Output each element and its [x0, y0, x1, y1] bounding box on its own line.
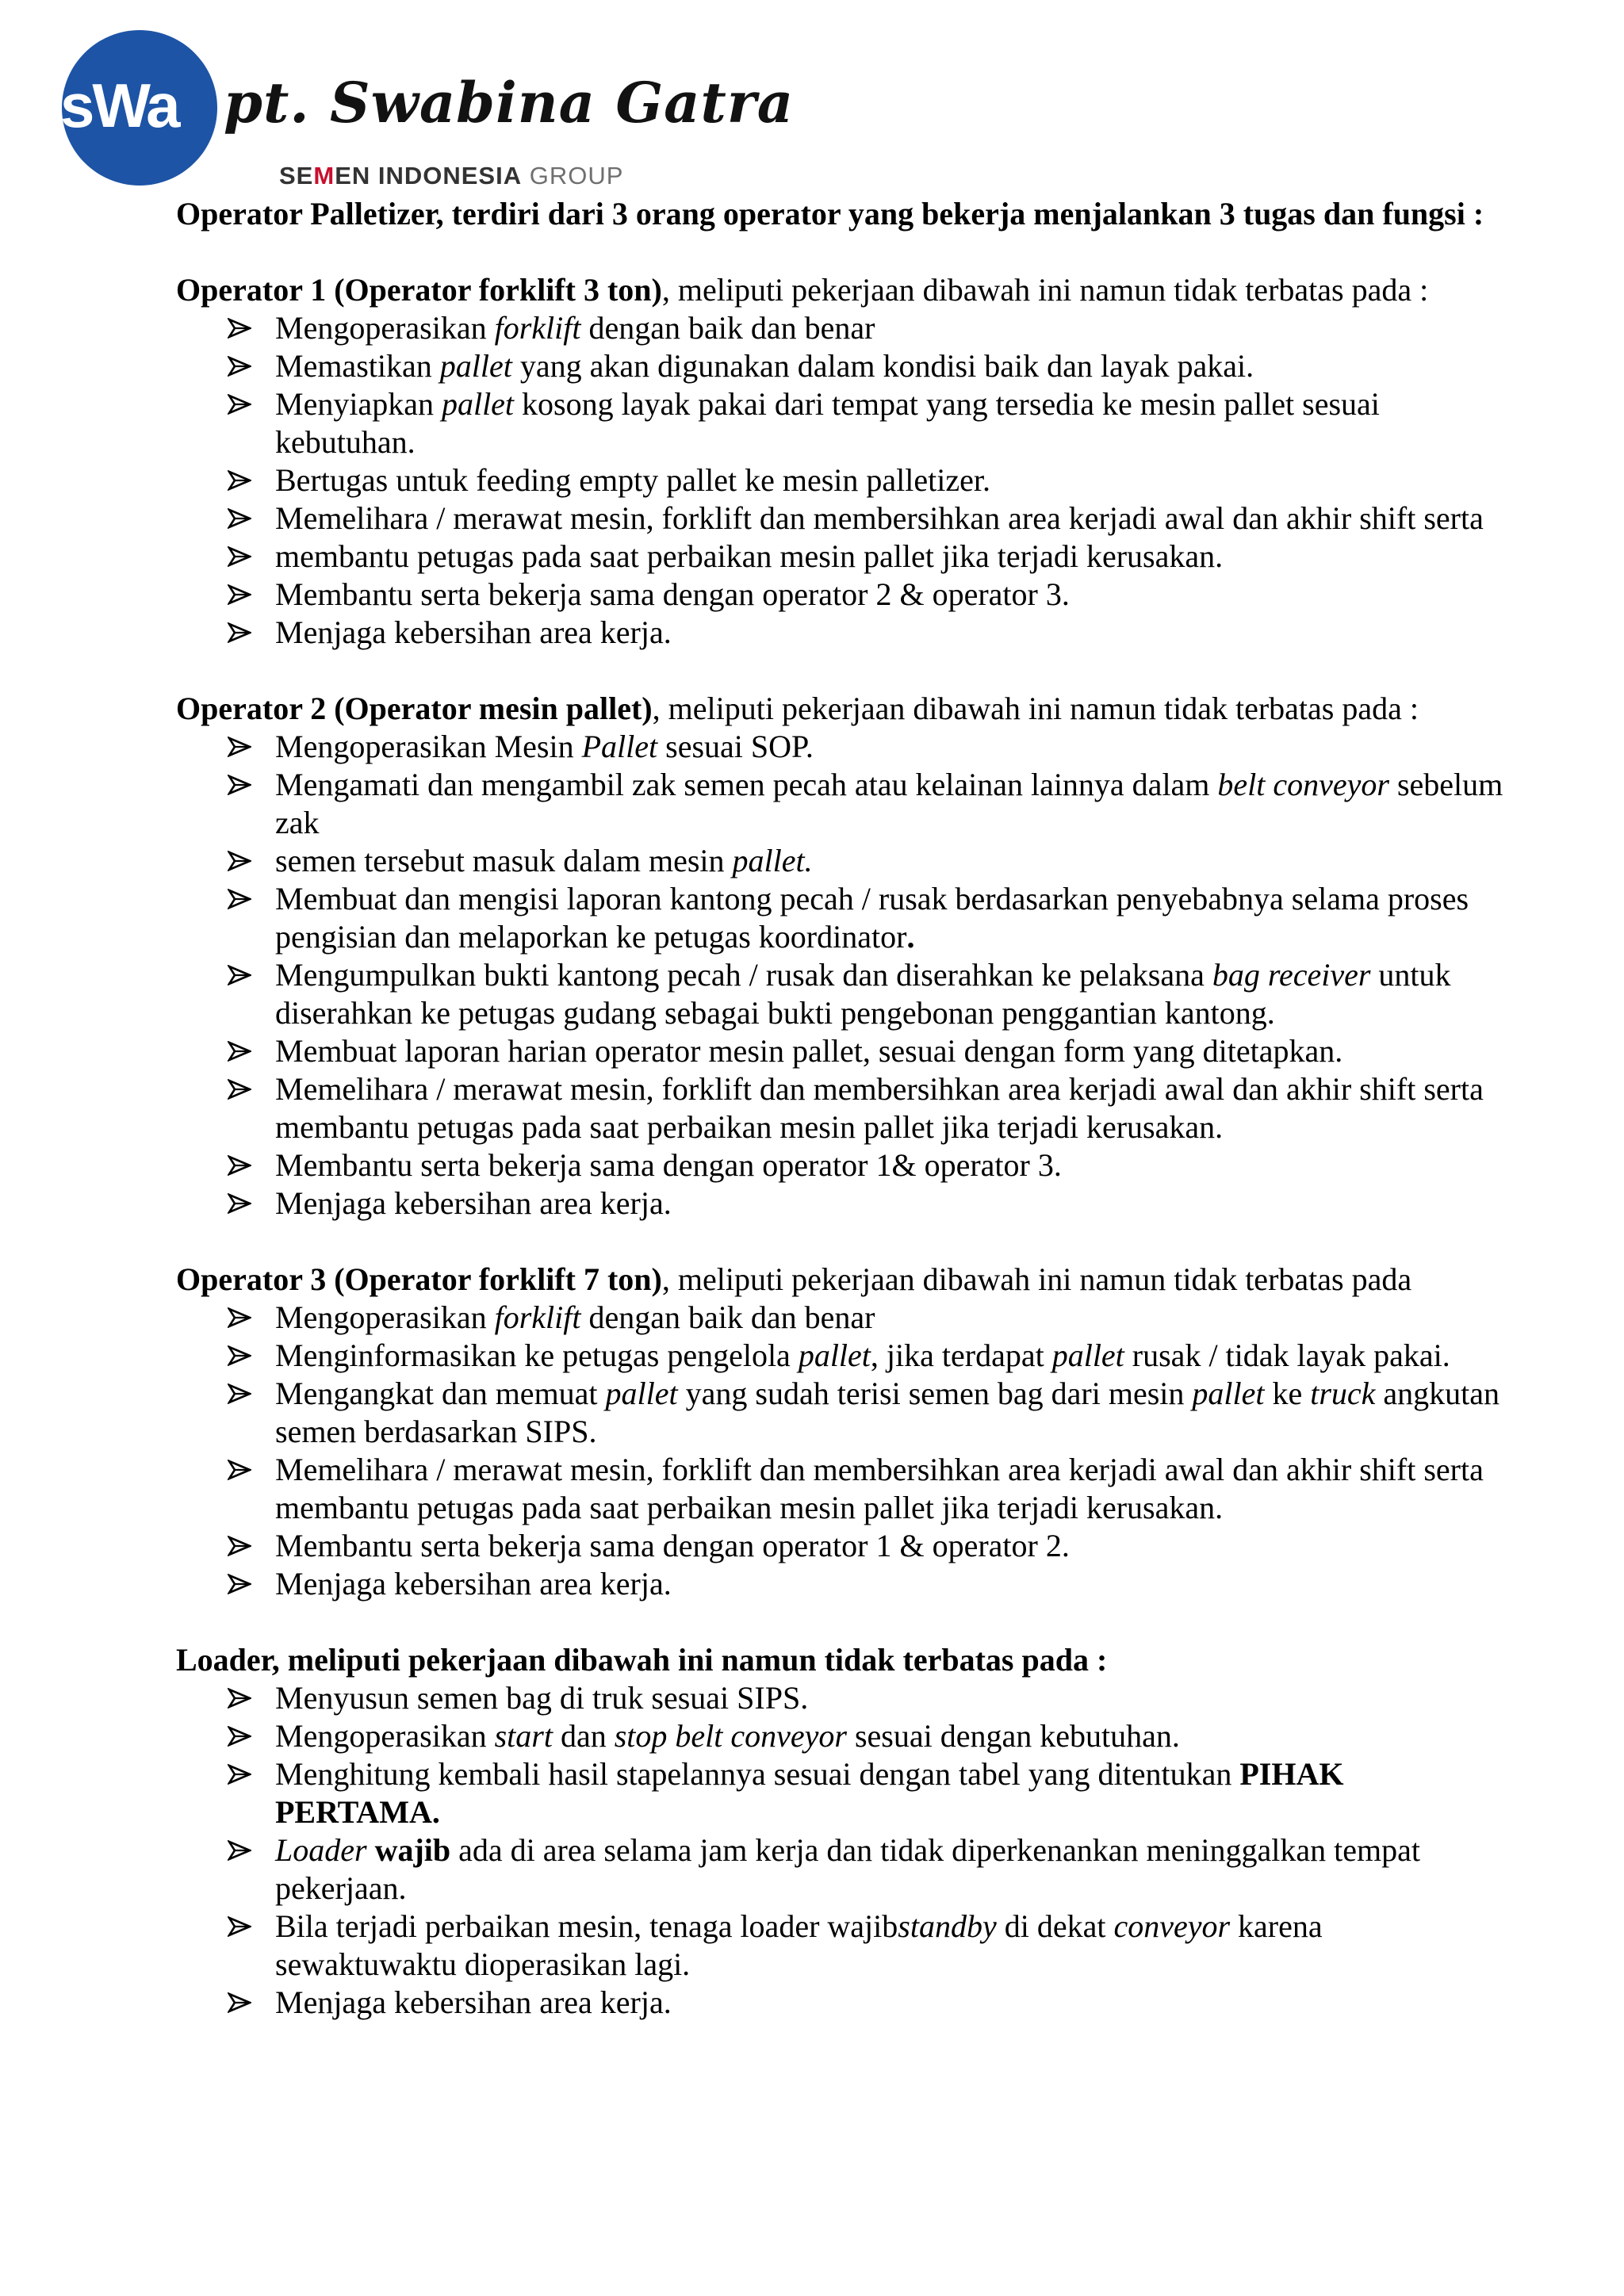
text-run: angkutan semen berdasarkan SIPS. [275, 1376, 1500, 1449]
arrowhead-bullet-icon [228, 1451, 255, 1489]
text-run: Memelihara / merawat mesin, forklift dan membersihkan area kerjadi awal dan akhir shift serta membantu petugas pada saat perbaikan mesin pallet jika terjadi kerusakan. [275, 1071, 1484, 1145]
arrowhead-bullet-icon [228, 347, 255, 385]
text-run: Menghitung kembali hasil stapelannya sesuai dengan tabel yang ditentukan [275, 1756, 1240, 1792]
text-run: Bertugas untuk feeding empty pallet ke mesin palletizer. [275, 462, 990, 498]
text-run: ada di area selama jam kerja dan tidak diperkenankan meninggalkan tempat pekerjaan. [275, 1832, 1420, 1906]
arrowhead-bullet-icon [228, 1527, 255, 1565]
text-run: Membantu serta bekerja sama dengan operator 1 & operator 2. [275, 1528, 1070, 1563]
bullet-list [176, 309, 1508, 652]
section-1 [176, 271, 1508, 652]
arrowhead-bullet-icon [228, 1717, 255, 1755]
arrowhead-bullet-icon [228, 880, 255, 918]
arrowhead-bullet-icon [228, 1032, 255, 1070]
section-heading-rest: , meliputi pekerjaan dibawah ini namun tidak terbatas pada [661, 1261, 1412, 1297]
list-item [176, 1375, 1508, 1451]
section-4 [176, 1641, 1508, 2022]
list-item [176, 1984, 1508, 2022]
text-run: semen tersebut masuk dalam mesin [275, 843, 733, 878]
text-run: Membantu serta bekerja sama dengan operator 1& operator 3. [275, 1147, 1062, 1183]
text-run: Memelihara / merawat mesin, forklift dan membersihkan area kerjadi awal dan akhir shift serta membantu petugas pada saat perbaikan mesin pallet jika terjadi kerusakan. [275, 1452, 1484, 1525]
arrowhead-bullet-icon [228, 1146, 255, 1184]
section-heading-bold: Loader, meliputi pekerjaan dibawah ini namun tidak terbatas pada : [176, 1642, 1108, 1678]
list-item [176, 1299, 1508, 1337]
text-run: belt conveyor [1217, 767, 1389, 802]
arrowhead-bullet-icon [228, 1755, 255, 1793]
list-item [176, 576, 1508, 614]
text-run: Membantu serta bekerja sama dengan operator 2 & operator 3. [275, 576, 1070, 612]
text-run: ke [1264, 1376, 1311, 1411]
logo-circle [62, 30, 217, 186]
list-item [176, 1337, 1508, 1375]
intro-paragraph: Operator Palletizer, terdiri dari 3 orang operator yang bekerja menjalankan 3 tugas dan fungsi : [176, 196, 1484, 232]
text-run: di dekat [996, 1908, 1114, 1944]
arrowhead-bullet-icon [228, 956, 255, 994]
text-run: start [494, 1718, 553, 1754]
text-run: pallet. [732, 843, 813, 878]
swa-lettermark-logo [62, 79, 217, 135]
svg-text:sWa: sWa [60, 79, 178, 135]
text-run: Memastikan [275, 348, 440, 384]
text-run: yang sudah terisi semen bag dari mesin [677, 1376, 1193, 1411]
bullet-list [176, 1299, 1508, 1603]
text-run: Membuat laporan harian operator mesin pallet, sesuai dengan form yang ditetapkan. [275, 1033, 1343, 1069]
section-heading [176, 1261, 1508, 1299]
text-run: stop belt conveyor [614, 1718, 847, 1754]
list-item [176, 1146, 1508, 1184]
arrowhead-bullet-icon [228, 614, 255, 652]
text-run: Mengamati dan mengambil zak semen pecah atau kelainan lainnya dalam [275, 767, 1218, 802]
arrowhead-bullet-icon [228, 461, 255, 499]
text-run: dengan baik dan benar [580, 310, 875, 346]
list-item [176, 499, 1508, 538]
arrowhead-bullet-icon [228, 576, 255, 614]
section-2 [176, 690, 1508, 1223]
text-run: Mengoperasikan Mesin [275, 729, 582, 764]
document-body [176, 195, 1508, 2060]
text-run: sesuai SOP. [657, 729, 814, 764]
list-item [176, 1717, 1508, 1755]
text-run: PIHAK PERTAMA. [275, 1756, 1344, 1830]
text-run: pallet [441, 386, 515, 422]
text-run: pallet [798, 1337, 871, 1373]
text-run: Menjaga kebersihan area kerja. [275, 1984, 672, 2020]
arrowhead-bullet-icon [228, 1831, 255, 1869]
arrowhead-bullet-icon [228, 1679, 255, 1717]
section-heading-bold: Operator 3 (Operator forklift 7 ton) [176, 1261, 662, 1297]
section-heading [176, 690, 1508, 728]
text-run: kosong layak pakai dari tempat yang tersedia ke mesin pallet sesuai kebutuhan. [275, 386, 1380, 460]
text-run: rusak / tidak layak pakai. [1124, 1337, 1450, 1373]
arrowhead-bullet-icon [228, 538, 255, 576]
list-item [176, 766, 1508, 842]
arrowhead-bullet-icon [228, 1184, 255, 1223]
list-item [176, 1565, 1508, 1603]
text-run: Bila terjadi perbaikan mesin, tenaga loader wajib [275, 1908, 898, 1944]
arrowhead-bullet-icon [228, 1984, 255, 2022]
arrowhead-bullet-icon [228, 1375, 255, 1413]
text-run: Menyusun semen bag di truk sesuai SIPS. [275, 1680, 809, 1716]
text-run: Menyiapkan [275, 386, 442, 422]
text-run: wajib [374, 1832, 451, 1868]
text-run: forklift [494, 310, 581, 346]
text-run: Pallet [581, 729, 658, 764]
bullet-list [176, 728, 1508, 1223]
section-heading-rest: , meliputi pekerjaan dibawah ini namun tidak terbatas pada : [661, 272, 1429, 308]
text-run [367, 1832, 375, 1868]
arrowhead-bullet-icon [228, 1565, 255, 1603]
company-name: pt. Swabina Gatra [224, 70, 795, 136]
section-heading [176, 271, 1508, 309]
section-3 [176, 1261, 1508, 1603]
text-run: pallet [1051, 1337, 1124, 1373]
text-run: karena sewaktuwaktu dioperasikan lagi. [275, 1908, 1323, 1982]
text-run: Mengangkat dan memuat [275, 1376, 606, 1411]
text-run: Mengoperasikan [275, 1718, 495, 1754]
list-item [176, 1070, 1508, 1146]
text-run: forklift [494, 1299, 581, 1335]
text-run: Loader [275, 1832, 367, 1868]
arrowhead-bullet-icon [228, 1299, 255, 1337]
text-run: yang akan digunakan dalam kondisi baik dan layak pakai. [511, 348, 1254, 384]
arrowhead-bullet-icon [228, 842, 255, 880]
company-logo [60, 30, 795, 189]
text-run: untuk diserahkan ke petugas gudang sebagai bukti pengebonan penggantian kantong. [275, 957, 1451, 1031]
text-run: pallet [1192, 1376, 1265, 1411]
arrowhead-bullet-icon [228, 385, 255, 423]
text-run: standby [898, 1908, 997, 1944]
list-item [176, 842, 1508, 880]
text-run: Memelihara / merawat mesin, forklift dan membersihkan area kerjadi awal dan akhir shift serta [275, 500, 1484, 536]
text-run: pallet [605, 1376, 678, 1411]
arrowhead-bullet-icon [228, 499, 255, 538]
group-name: SEMEN INDONESIA GROUP [279, 162, 624, 189]
list-item [176, 1755, 1508, 1831]
text-run: pallet [439, 348, 512, 384]
text-run: conveyor [1113, 1908, 1231, 1944]
text-run: dan [552, 1718, 615, 1754]
list-item [176, 614, 1508, 652]
list-item [176, 385, 1508, 461]
bullet-list [176, 1679, 1508, 2022]
list-item [176, 880, 1508, 956]
text-run: Menjaga kebersihan area kerja. [275, 1566, 672, 1601]
text-run: bag receiver [1212, 957, 1371, 993]
text-run: truck [1310, 1376, 1376, 1411]
list-item [176, 1679, 1508, 1717]
text-run: membantu petugas pada saat perbaikan mesin pallet jika terjadi kerusakan. [275, 538, 1224, 574]
text-run: sesuai dengan kebutuhan. [846, 1718, 1180, 1754]
list-item [176, 1908, 1508, 1984]
text-run: Mengumpulkan bukti kantong pecah / rusak dan diserahkan ke pelaksana [275, 957, 1212, 993]
list-item [176, 728, 1508, 766]
text-run: Membuat dan mengisi laporan kantong pecah / rusak berdasarkan penyebabnya selama proses pengisian dan melaporkan ke petugas koordinator [275, 881, 1469, 955]
text-run: Menjaga kebersihan area kerja. [275, 1185, 672, 1221]
section-heading-bold: Operator 2 (Operator mesin pallet) [176, 691, 653, 726]
text-run: . [906, 919, 915, 955]
list-item [176, 1527, 1508, 1565]
arrowhead-bullet-icon [228, 728, 255, 766]
arrowhead-bullet-icon [228, 1908, 255, 1946]
text-run: dengan baik dan benar [580, 1299, 875, 1335]
text-run: Menjaga kebersihan area kerja. [275, 614, 672, 650]
list-item [176, 461, 1508, 499]
text-run: sebelum zak [275, 767, 1503, 840]
text-run: Mengoperasikan [275, 1299, 495, 1335]
list-item [176, 1451, 1508, 1527]
sections-container [176, 271, 1508, 2022]
list-item [176, 347, 1508, 385]
list-item [176, 538, 1508, 576]
list-item [176, 1831, 1508, 1908]
arrowhead-bullet-icon [228, 309, 255, 347]
text-run: Mengoperasikan [275, 310, 495, 346]
text-run: , jika terdapat [870, 1337, 1052, 1373]
arrowhead-bullet-icon [228, 1337, 255, 1375]
list-item [176, 1184, 1508, 1223]
section-heading-bold: Operator 1 (Operator forklift 3 ton) [176, 272, 662, 308]
text-run: Menginformasikan ke petugas pengelola [275, 1337, 799, 1373]
list-item [176, 956, 1508, 1032]
arrowhead-bullet-icon [228, 766, 255, 804]
list-item [176, 309, 1508, 347]
section-heading [176, 1641, 1508, 1679]
section-heading-rest: , meliputi pekerjaan dibawah ini namun tidak terbatas pada : [652, 691, 1419, 726]
list-item [176, 1032, 1508, 1070]
arrowhead-bullet-icon [228, 1070, 255, 1108]
